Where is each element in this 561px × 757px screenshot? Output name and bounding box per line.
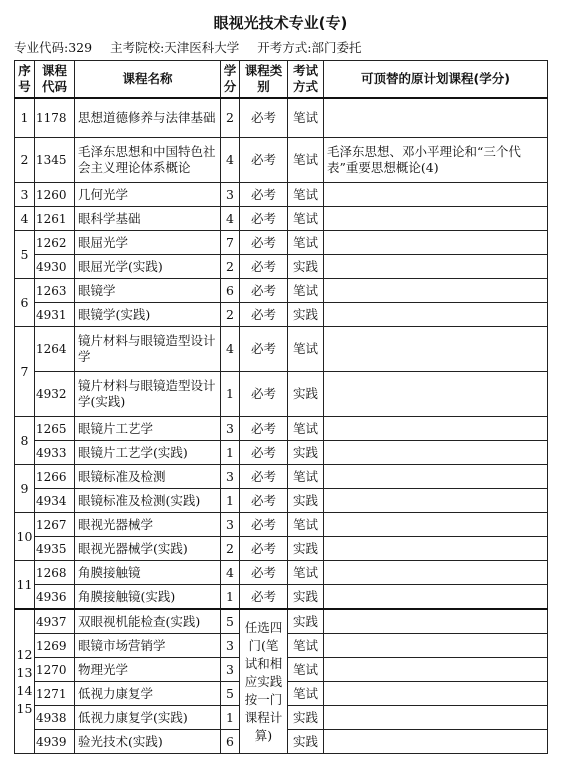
row-type: 必考 bbox=[240, 303, 288, 327]
header-replace: 可顶替的原计划课程(学分) bbox=[324, 61, 548, 99]
row-exam: 实践 bbox=[288, 585, 324, 610]
row-replace bbox=[324, 489, 548, 513]
header-code: 课程代码 bbox=[35, 61, 75, 99]
row-replace bbox=[324, 279, 548, 303]
row-replace bbox=[324, 303, 548, 327]
table-body bbox=[15, 98, 548, 754]
row-credit: 1 bbox=[221, 489, 240, 513]
row-type: 必考 bbox=[240, 489, 288, 513]
row-name: 镜片材料与眼镜造型设计学(实践) bbox=[75, 372, 221, 417]
row-seq: 6 bbox=[15, 279, 35, 327]
table-row bbox=[15, 609, 548, 634]
row-type: 必考 bbox=[240, 513, 288, 537]
row-code: 4939 bbox=[35, 730, 75, 754]
row-code: 1268 bbox=[35, 561, 75, 585]
row-seq: 4 bbox=[15, 207, 35, 231]
row-type: 必考 bbox=[240, 372, 288, 417]
row-exam: 实践 bbox=[288, 441, 324, 465]
row-exam: 笔试 bbox=[288, 98, 324, 138]
row-credit: 4 bbox=[221, 327, 240, 372]
row-type: 必考 bbox=[240, 327, 288, 372]
row-code: 1270 bbox=[35, 658, 75, 682]
row-code: 1269 bbox=[35, 634, 75, 658]
row-replace bbox=[324, 465, 548, 489]
row-credit: 3 bbox=[221, 658, 240, 682]
table-row bbox=[15, 98, 548, 138]
row-code: 1261 bbox=[35, 207, 75, 231]
row-name: 眼屈光学 bbox=[75, 231, 221, 255]
row-credit: 7 bbox=[221, 231, 240, 255]
row-seq: 15 bbox=[16, 700, 33, 716]
row-replace: 毛泽东思想、邓小平理论和“三个代表”重要思想概论(4) bbox=[324, 138, 548, 183]
row-credit: 6 bbox=[221, 279, 240, 303]
row-credit: 2 bbox=[221, 537, 240, 561]
row-name: 物理光学 bbox=[75, 658, 221, 682]
table-row bbox=[15, 372, 548, 417]
row-code: 4934 bbox=[35, 489, 75, 513]
row-type: 必考 bbox=[240, 207, 288, 231]
row-type: 必考 bbox=[240, 183, 288, 207]
row-name: 眼镜市场营销学 bbox=[75, 634, 221, 658]
row-seq: 12 bbox=[16, 646, 33, 662]
row-exam: 笔试 bbox=[288, 138, 324, 183]
table-row bbox=[15, 417, 548, 441]
elective-type-note: 任选四门(笔试和相应实践按一门课程计算) bbox=[240, 609, 288, 754]
row-name: 眼镜标准及检测(实践) bbox=[75, 489, 221, 513]
row-replace bbox=[324, 585, 548, 610]
row-name: 眼镜标准及检测 bbox=[75, 465, 221, 489]
row-code: 1263 bbox=[35, 279, 75, 303]
row-type: 必考 bbox=[240, 417, 288, 441]
row-credit: 5 bbox=[221, 682, 240, 706]
table-row bbox=[15, 303, 548, 327]
row-credit: 2 bbox=[221, 98, 240, 138]
row-name: 毛泽东思想和中国特色社会主义理论体系概论 bbox=[75, 138, 221, 183]
row-credit: 3 bbox=[221, 183, 240, 207]
header-exam: 考试方式 bbox=[288, 61, 324, 99]
row-replace bbox=[324, 658, 548, 682]
row-code: 4930 bbox=[35, 255, 75, 279]
row-replace bbox=[324, 327, 548, 372]
row-replace bbox=[324, 537, 548, 561]
row-code: 1266 bbox=[35, 465, 75, 489]
row-credit: 3 bbox=[221, 634, 240, 658]
row-code: 1271 bbox=[35, 682, 75, 706]
row-exam: 笔试 bbox=[288, 231, 324, 255]
table-row bbox=[15, 465, 548, 489]
row-credit: 1 bbox=[221, 706, 240, 730]
row-exam: 笔试 bbox=[288, 183, 324, 207]
row-seq: 5 bbox=[15, 231, 35, 279]
row-replace bbox=[324, 561, 548, 585]
row-seq: 13 bbox=[16, 664, 33, 680]
row-credit: 3 bbox=[221, 417, 240, 441]
table-row bbox=[15, 255, 548, 279]
row-credit: 6 bbox=[221, 730, 240, 754]
row-exam: 实践 bbox=[288, 609, 324, 634]
row-exam: 笔试 bbox=[288, 465, 324, 489]
row-name: 镜片材料与眼镜造型设计学 bbox=[75, 327, 221, 372]
exam-school: 主考院校:天津医科大学 bbox=[110, 40, 240, 55]
row-credit: 3 bbox=[221, 513, 240, 537]
row-type: 必考 bbox=[240, 231, 288, 255]
page-title: 眼视光技术专业(专) bbox=[213, 14, 348, 32]
row-code: 1262 bbox=[35, 231, 75, 255]
row-exam: 笔试 bbox=[288, 207, 324, 231]
row-code: 1265 bbox=[35, 417, 75, 441]
row-code: 1264 bbox=[35, 327, 75, 372]
row-type: 必考 bbox=[240, 465, 288, 489]
row-replace bbox=[324, 513, 548, 537]
table-row bbox=[15, 279, 548, 303]
row-code: 4937 bbox=[35, 609, 75, 634]
row-exam: 实践 bbox=[288, 372, 324, 417]
row-replace bbox=[324, 634, 548, 658]
row-exam: 实践 bbox=[288, 537, 324, 561]
row-type: 必考 bbox=[240, 279, 288, 303]
row-credit: 3 bbox=[221, 465, 240, 489]
row-exam: 实践 bbox=[288, 255, 324, 279]
row-code: 1260 bbox=[35, 183, 75, 207]
header-name: 课程名称 bbox=[75, 61, 221, 99]
table-row bbox=[15, 327, 548, 372]
row-type: 必考 bbox=[240, 537, 288, 561]
row-seq: 14 bbox=[16, 682, 33, 698]
row-code: 1345 bbox=[35, 138, 75, 183]
row-replace bbox=[324, 231, 548, 255]
row-seq: 11 bbox=[15, 561, 35, 610]
header-seq: 序号 bbox=[15, 61, 35, 99]
row-name: 低视力康复学 bbox=[75, 682, 221, 706]
row-exam: 笔试 bbox=[288, 513, 324, 537]
row-name: 验光技术(实践) bbox=[75, 730, 221, 754]
table-row bbox=[15, 561, 548, 585]
row-replace bbox=[324, 98, 548, 138]
exam-mode: 开考方式:部门委托 bbox=[257, 40, 362, 55]
row-name: 思想道德修养与法律基础 bbox=[75, 98, 221, 138]
row-name: 几何光学 bbox=[75, 183, 221, 207]
table-row bbox=[15, 537, 548, 561]
row-name: 眼视光器械学(实践) bbox=[75, 537, 221, 561]
row-code: 4933 bbox=[35, 441, 75, 465]
row-name: 眼镜学 bbox=[75, 279, 221, 303]
row-replace bbox=[324, 417, 548, 441]
row-type: 必考 bbox=[240, 138, 288, 183]
row-name: 眼屈光学(实践) bbox=[75, 255, 221, 279]
row-credit: 4 bbox=[221, 138, 240, 183]
row-credit: 4 bbox=[221, 207, 240, 231]
row-exam: 笔试 bbox=[288, 279, 324, 303]
row-code: 4932 bbox=[35, 372, 75, 417]
row-replace bbox=[324, 207, 548, 231]
row-code: 1178 bbox=[35, 98, 75, 138]
table-row bbox=[15, 489, 548, 513]
row-exam: 笔试 bbox=[288, 417, 324, 441]
table-row bbox=[15, 183, 548, 207]
table-row bbox=[15, 513, 548, 537]
table-row bbox=[15, 231, 548, 255]
row-name: 眼镜学(实践) bbox=[75, 303, 221, 327]
row-seq: 2 bbox=[15, 138, 35, 183]
row-replace bbox=[324, 441, 548, 465]
row-replace bbox=[324, 609, 548, 634]
row-credit: 4 bbox=[221, 561, 240, 585]
row-seq: 1 bbox=[15, 98, 35, 138]
row-exam: 笔试 bbox=[288, 561, 324, 585]
row-replace bbox=[324, 730, 548, 754]
row-name: 眼视光器械学 bbox=[75, 513, 221, 537]
row-exam: 笔试 bbox=[288, 634, 324, 658]
row-exam: 实践 bbox=[288, 706, 324, 730]
major-info-line bbox=[14, 38, 375, 56]
row-credit: 2 bbox=[221, 255, 240, 279]
row-name: 双眼视机能检查(实践) bbox=[75, 609, 221, 634]
row-code: 4931 bbox=[35, 303, 75, 327]
row-credit: 1 bbox=[221, 441, 240, 465]
row-code: 4935 bbox=[35, 537, 75, 561]
row-code: 4936 bbox=[35, 585, 75, 610]
row-credit: 1 bbox=[221, 372, 240, 417]
row-replace bbox=[324, 183, 548, 207]
row-type: 必考 bbox=[240, 561, 288, 585]
row-seq: 7 bbox=[15, 327, 35, 417]
row-exam: 笔试 bbox=[288, 327, 324, 372]
table-row bbox=[15, 441, 548, 465]
header-credit: 学分 bbox=[221, 61, 240, 99]
row-seq: 8 bbox=[15, 417, 35, 465]
table-row bbox=[15, 138, 548, 183]
row-seq: 10 bbox=[15, 513, 35, 561]
major-code: 专业代码:329 bbox=[14, 40, 93, 55]
row-exam: 笔试 bbox=[288, 682, 324, 706]
row-type: 必考 bbox=[240, 255, 288, 279]
row-replace bbox=[324, 372, 548, 417]
row-seq-group bbox=[15, 609, 35, 754]
row-seq: 3 bbox=[15, 183, 35, 207]
course-table bbox=[14, 60, 548, 754]
table-header-row bbox=[15, 61, 548, 99]
row-name: 角膜接触镜(实践) bbox=[75, 585, 221, 610]
row-type: 必考 bbox=[240, 585, 288, 610]
row-type: 必考 bbox=[240, 441, 288, 465]
row-code: 4938 bbox=[35, 706, 75, 730]
row-name: 角膜接触镜 bbox=[75, 561, 221, 585]
table-row bbox=[15, 207, 548, 231]
row-exam: 实践 bbox=[288, 730, 324, 754]
row-replace bbox=[324, 255, 548, 279]
row-credit: 5 bbox=[221, 609, 240, 634]
row-name: 眼科学基础 bbox=[75, 207, 221, 231]
header-type: 课程类别 bbox=[240, 61, 288, 99]
row-name: 眼镜片工艺学 bbox=[75, 417, 221, 441]
row-replace bbox=[324, 682, 548, 706]
table-row bbox=[15, 585, 548, 610]
row-seq: 9 bbox=[15, 465, 35, 513]
row-type: 必考 bbox=[240, 98, 288, 138]
row-name: 低视力康复学(实践) bbox=[75, 706, 221, 730]
row-replace bbox=[324, 706, 548, 730]
row-credit: 1 bbox=[221, 585, 240, 610]
row-code: 1267 bbox=[35, 513, 75, 537]
row-name: 眼镜片工艺学(实践) bbox=[75, 441, 221, 465]
row-exam: 笔试 bbox=[288, 658, 324, 682]
row-exam: 实践 bbox=[288, 489, 324, 513]
row-exam: 实践 bbox=[288, 303, 324, 327]
row-credit: 2 bbox=[221, 303, 240, 327]
